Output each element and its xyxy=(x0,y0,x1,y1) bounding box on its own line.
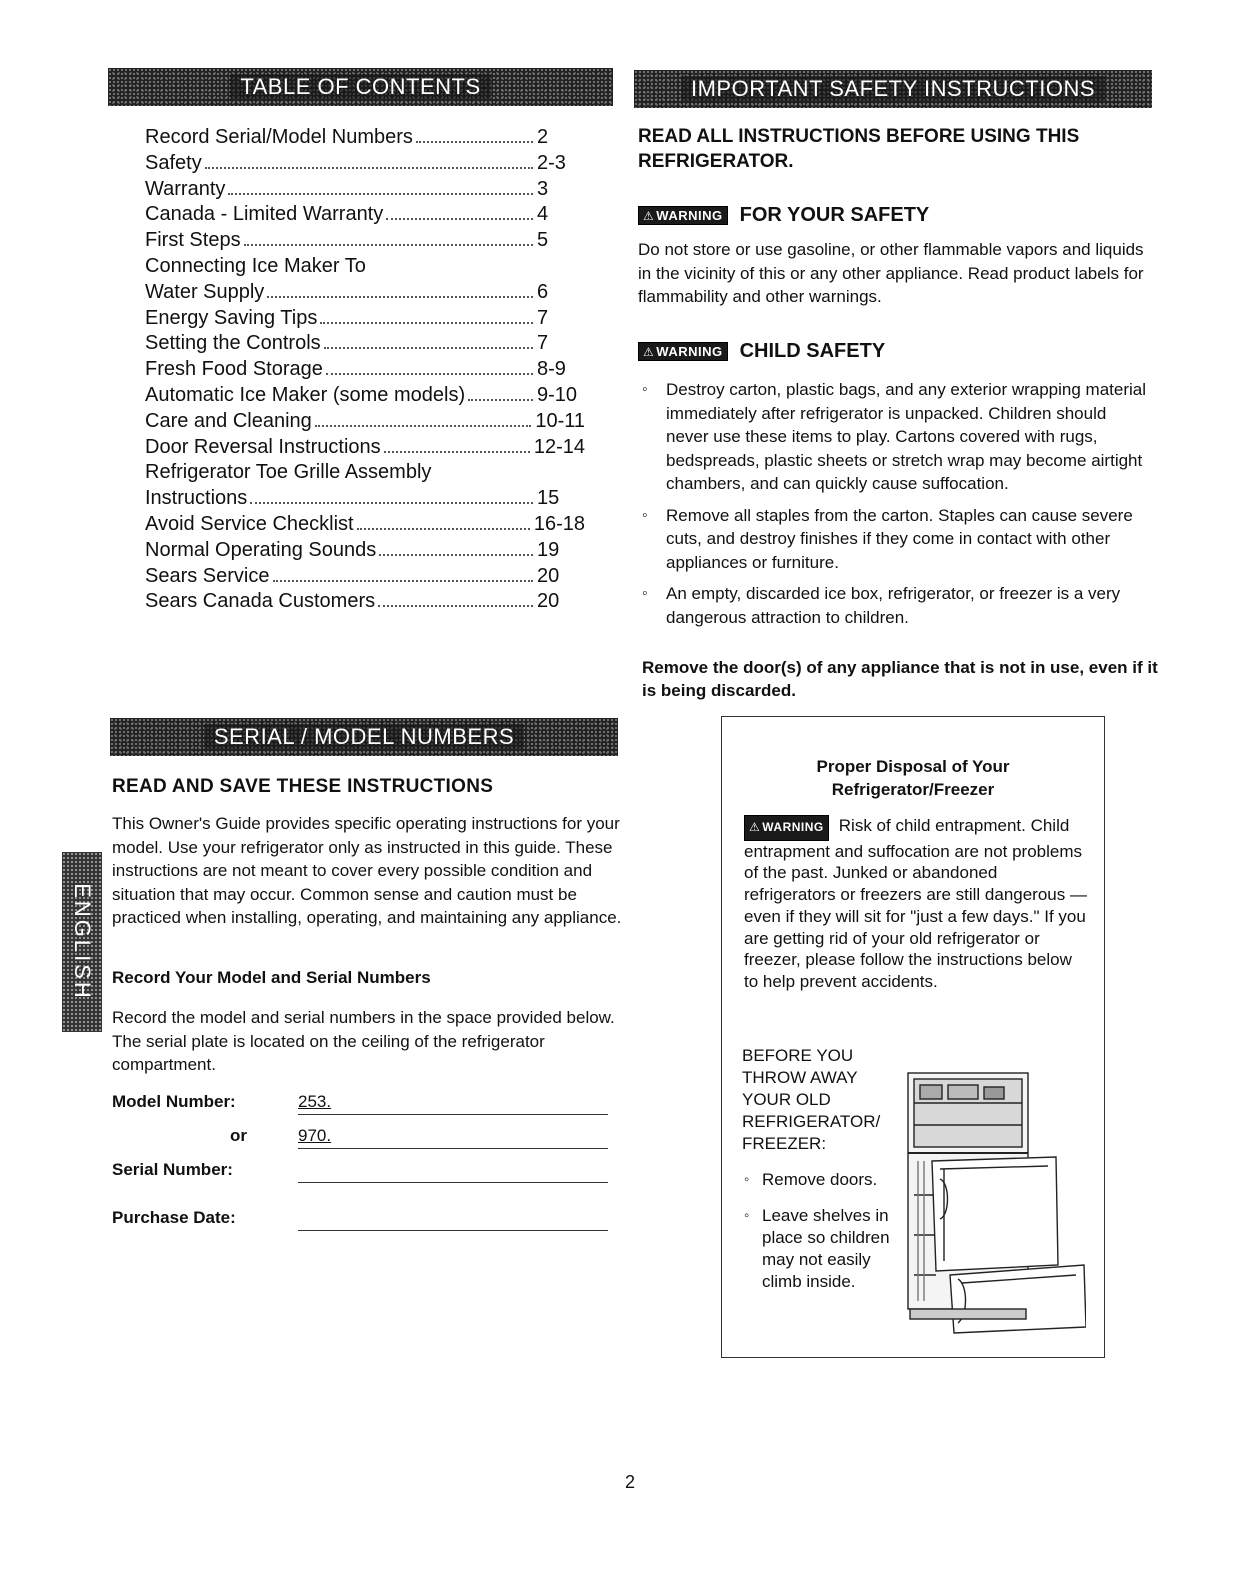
toc-entry-title: Connecting Ice Maker To xyxy=(145,254,366,277)
for-your-safety-text: Do not store or use gasoline, or other flammable vapors and liquids in the vicinity of this or any other appliance. Read product labels for flammability and other warnings. xyxy=(638,240,1144,306)
toc-entry-page: 7 xyxy=(537,306,549,329)
model-number-alt-prefix: 970. xyxy=(298,1126,332,1145)
toc-entry-page: 2 xyxy=(537,126,549,148)
toc-row xyxy=(145,152,585,178)
toc-leader xyxy=(315,425,532,427)
toc-entry-title: Warranty xyxy=(145,177,226,200)
toc-row xyxy=(145,565,585,591)
serial-heading: SERIAL / MODEL NUMBERS xyxy=(204,724,524,749)
toc-entry-page: 9-10 xyxy=(537,383,578,406)
refrigerator-illustration xyxy=(906,1065,1086,1335)
warning-badge-label: WARNING xyxy=(656,344,723,359)
language-tab xyxy=(62,852,102,1032)
toc-entry-page: 5 xyxy=(537,229,549,252)
toc-entry-title: Care and Cleaning xyxy=(145,409,312,432)
toc-leader xyxy=(273,580,534,582)
record-numbers-text: Record the model and serial numbers in the space provided below. The serial plate is located on the ceiling of the refrigerator compartment. xyxy=(112,1008,615,1074)
toc-entry-page: 6 xyxy=(537,280,549,303)
toc-entry-title: Safety xyxy=(145,151,202,174)
toc-leader xyxy=(324,347,533,349)
read-all-instructions: READ ALL INSTRUCTIONS BEFORE USING THIS REFRIGERATOR. xyxy=(638,126,1080,172)
toc-entry-page: 19 xyxy=(537,538,560,561)
toc-row xyxy=(145,229,585,255)
toc-entry-page: 7 xyxy=(537,332,549,355)
or-label: or xyxy=(230,1126,247,1145)
read-save-heading: READ AND SAVE THESE INSTRUCTIONS xyxy=(112,776,494,797)
warning-badge xyxy=(638,206,728,225)
toc-leader xyxy=(267,296,533,298)
toc-row xyxy=(145,358,585,384)
warning-badge xyxy=(744,815,829,841)
toc-entry-page: 4 xyxy=(537,203,549,226)
list-item: ◦ Remove doors. xyxy=(742,1169,892,1191)
toc-leader xyxy=(205,167,533,169)
language-tab-label: ENGLISH xyxy=(70,883,95,1001)
toc-row xyxy=(145,178,585,204)
toc-row xyxy=(145,307,585,333)
purchase-date-label: Purchase Date: xyxy=(112,1208,236,1227)
disposal-warning-text-block xyxy=(744,815,1089,993)
toc-entry-title: Sears Service xyxy=(145,564,270,587)
toc-leader xyxy=(320,322,533,324)
toc-row xyxy=(145,281,585,307)
for-your-safety-heading xyxy=(638,204,929,227)
list-item: ◦ Destroy carton, plastic bags, and any exterior wrapping material immediately after refrigerator is unpacked. Children should never use these items to play. Cartons covered with rugs, bedspreads, plastic sheets or stretch wrap may become airtight chambers, and can quickly cause suffocation. xyxy=(640,378,1150,496)
toc-row xyxy=(145,332,585,358)
toc-entry-title: Fresh Food Storage xyxy=(145,358,323,381)
toc-leader xyxy=(379,554,533,556)
child-safety-title: CHILD SAFETY xyxy=(739,340,886,362)
toc-entry-title: Sears Canada Customers xyxy=(145,590,376,613)
toc-entry-page: 10-11 xyxy=(535,409,585,432)
toc-entry-title: Water Supply xyxy=(145,280,265,303)
toc-entry-page: 15 xyxy=(537,487,560,510)
toc-entry-title: Automatic Ice Maker (some models) xyxy=(145,383,466,406)
toc-heading: TABLE OF CONTENTS xyxy=(230,74,490,99)
model-number-prefix: 253. xyxy=(298,1092,332,1111)
purchase-date-field xyxy=(298,1208,608,1231)
toc-entry-title: Instructions xyxy=(145,487,248,510)
page-number: 2 xyxy=(624,1472,635,1492)
toc-row xyxy=(145,487,585,513)
toc-entry-title: Canada - Limited Warranty xyxy=(145,203,384,226)
toc-leader xyxy=(244,244,533,246)
toc-entry-title: Avoid Service Checklist xyxy=(145,512,354,535)
serial-number-field xyxy=(298,1160,608,1183)
toc-entry-page: 20 xyxy=(537,564,560,587)
model-number-label: Model Number: xyxy=(112,1092,236,1111)
record-numbers-heading: Record Your Model and Serial Numbers xyxy=(112,968,431,987)
toc-leader xyxy=(228,193,533,195)
toc-leader xyxy=(250,502,533,504)
toc-leader xyxy=(468,399,533,401)
toc-row xyxy=(145,513,585,539)
toc-leader xyxy=(416,141,533,143)
toc-row xyxy=(145,203,585,229)
model-number-alt-field xyxy=(298,1126,608,1149)
safety-heading: IMPORTANT SAFETY INSTRUCTIONS xyxy=(681,76,1105,101)
disposal-title xyxy=(722,755,1104,801)
toc-leader xyxy=(357,528,530,530)
toc-entry-title: Record Serial/Model Numbers xyxy=(145,126,413,148)
disposal-title-line2: Refrigerator/Freezer xyxy=(831,780,995,799)
toc-leader xyxy=(386,218,533,220)
disposal-box xyxy=(721,716,1105,1358)
warning-badge xyxy=(638,342,728,361)
serial-heading-bar xyxy=(110,718,618,756)
toc-row xyxy=(145,410,585,436)
toc-row xyxy=(145,126,585,152)
table-of-contents xyxy=(145,126,585,616)
list-item: ◦ Remove all staples from the carton. Staples can cause severe cuts, and destroy finishes if they come in contact with other appliances or furniture. xyxy=(640,504,1150,575)
disposal-title-line1: Proper Disposal of Your xyxy=(816,757,1010,776)
toc-entry-title: First Steps xyxy=(145,229,241,252)
for-your-safety-title: FOR YOUR SAFETY xyxy=(739,204,930,226)
toc-leader xyxy=(384,451,530,453)
toc-entry-title: Door Reversal Instructions xyxy=(145,435,381,458)
disposal-warning-text: Risk of child entrapment. Child entrapment and suffocation are not problems of the past. Junked or abandoned refrigerators or freezers are still dangerous — even if they will sit for "just a few days." If you are getting rid of your old refrigerator or freezer, please follow the instructions below to help prevent accidents. xyxy=(744,816,1087,991)
child-safety-heading xyxy=(638,340,885,363)
toc-entry-page: 12-14 xyxy=(533,435,585,458)
toc-heading-bar xyxy=(108,68,613,106)
before-throw-away-text: BEFORE YOU THROW AWAY YOUR OLD REFRIGERATOR/ FREEZER: xyxy=(742,1046,881,1153)
warning-badge-label: WARNING xyxy=(656,208,723,223)
warning-badge-label: WARNING xyxy=(762,820,824,834)
model-number-field xyxy=(298,1092,608,1115)
toc-entry-title: Energy Saving Tips xyxy=(145,306,318,329)
toc-entry-page: 8-9 xyxy=(537,358,566,381)
serial-number-label: Serial Number: xyxy=(112,1160,233,1179)
child-safety-list xyxy=(640,378,1150,637)
toc-entry-page: 2-3 xyxy=(537,151,566,174)
warning-triangle-icon: ⚠ xyxy=(643,209,655,223)
toc-entry-page: 16-18 xyxy=(533,512,585,535)
safety-heading-bar xyxy=(634,70,1152,108)
toc-row xyxy=(145,539,585,565)
disposal-steps xyxy=(742,1169,892,1307)
toc-row xyxy=(145,436,585,462)
toc-leader xyxy=(326,373,533,375)
toc-row xyxy=(145,590,585,616)
warning-triangle-icon: ⚠ xyxy=(749,820,761,834)
toc-entry-page: 3 xyxy=(537,177,549,200)
toc-entry-page: 20 xyxy=(537,590,560,613)
toc-entry-title: Setting the Controls xyxy=(145,332,321,355)
serial-intro-text: This Owner's Guide provides specific operating instructions for your model. Use your refrigerator only as instructed in this guide. These instructions are not meant to cover every possible condition and situation that may occur. Common sense and caution must be practiced when installing, operating, and maintaining any appliance. xyxy=(112,814,622,927)
list-item: ◦ Leave shelves in place so children may not easily climb inside. xyxy=(742,1205,892,1293)
warning-triangle-icon: ⚠ xyxy=(643,345,655,359)
toc-row xyxy=(145,384,585,410)
toc-entry-title: Refrigerator Toe Grille Assembly xyxy=(145,461,432,484)
remove-doors-warning: Remove the door(s) of any appliance that is not in use, even if it is being discarded. xyxy=(642,658,1158,700)
toc-entry-title: Normal Operating Sounds xyxy=(145,538,377,561)
list-item: ◦ An empty, discarded ice box, refrigerator, or freezer is a very dangerous attraction to children. xyxy=(640,582,1150,629)
toc-leader xyxy=(378,605,533,607)
